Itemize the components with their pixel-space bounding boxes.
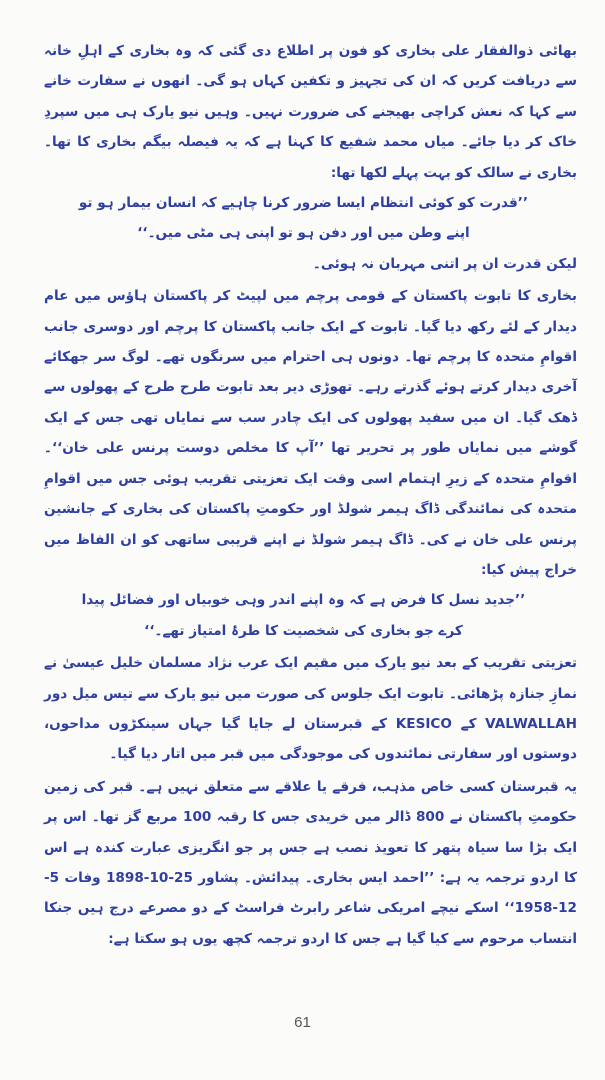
paragraph-funeral-arrangements: بھائی ذوالفقار علی بخاری کو فون پر اطلاع دی گئی کہ وہ بخاری کے اہلِ خانہ سے دریافت کریں کہ ان کی تجہیز و تکفین کہاں ہو گی۔ انھوں نے سفارت خانے سے کہا کہ نعش کراچی بھیجنے کی ضرورت نہیں۔ وہیں نیو یارک ہی میں سپردِ خاک کر دیا جائے۔ میاں محمد شفیع کا کہنا ہے کہ یہ فیصلہ بیگم بخاری کا تھا۔ بخاری نے سالک کو بہت پہلے لکھا تھا: — [44, 43, 577, 181]
quote-hammarskjold-tribute: ’’جدید نسل کا فرض ہے کہ وہ اپنے اندر وہی خوبیاں اور فضائل پیدا کرے جو بخاری کی شخصیت کا طرۂ امتیاز تھے۔‘‘ — [81, 592, 526, 639]
page-number: 61 — [294, 1014, 311, 1031]
quote-bukhari-letter: ’’قدرت کو کوئی انتظام ایسا ضرور کرنا چاہیے کہ انسان بیمار ہو تو اپنے وطن میں اور دفن ہو تو اپنی ہی مٹی میں۔‘‘ — [78, 195, 529, 242]
paragraph-fate: لیکن قدرت ان پر اتنی مہربان نہ ہوئی۔ — [312, 255, 577, 272]
paragraph-burial: تعزیتی تقریب کے بعد نیو یارک میں مقیم ایک عرب نژاد مسلمان خلیل عیسیٰ نے نمازِ جنازہ پڑھائی۔ تابوت ایک جلوس کی صورت میں نیو یارک سے تیس میل دور VALWALLAH کے KESICO کے قبرستان لے جایا گیا جہاں سینکڑوں مداحوں، دوستوں اور سفارتی نمائندوں کی موجودگی میں قبر میں اتار دیا گیا۔ — [44, 655, 577, 763]
paragraph-coffin-ceremony: بخاری کا تابوت پاکستان کے قومی پرچم میں لپیٹ کر پاکستان ہاؤس میں عام دیدار کے لئے رکھ دیا گیا۔ تابوت کے ایک جانب پاکستان کا پرچم اور دوسری جانب اقوامِ متحدہ کا پرچم تھا۔ دونوں ہی احترام میں سرنگوں تھے۔ لوگ سر جھکائے آخری دیدار کرتے ہوئے گذرتے رہے۔ تھوڑی دیر بعد تابوت طرح طرح کے پھولوں سے ڈھک گیا۔ ان میں سفید پھولوں کی ایک چادر سب سے نمایاں تھی جس کے ایک گوشے میں نمایاں طور پر تحریر تھا ’’آپ کا مخلص دوست پرنس علی خان‘‘۔ اقوامِ متحدہ کے زیرِ اہتمام اسی وقت ایک تعزیتی تقریب ہوئی جس میں اقوامِ متحدہ کی نمائندگی ڈاگ ہیمر شولڈ اور حکومتِ پاکستان کی بخاری کے جانشین پرنس علی خان نے کی۔ ڈاگ ہیمر شولڈ نے اپنے قریبی ساتھی کو ان الفاظ میں خراج پیش کیا: — [44, 288, 577, 578]
paragraph-cemetery: یہ قبرستان کسی خاص مذہب، فرقے یا علاقے سے متعلق نہیں ہے۔ قبر کی زمین حکومتِ پاکستان نے 800 ڈالر میں خریدی جس کا رقبہ 100 مربع گز تھا۔ اس پر ایک بڑا سا سیاہ پتھر کا تعویذ نصب ہے جس پر جو انگریزی عبارت کندہ ہے اس کا اردو ترجمہ یہ ہے: ’’احمد ایس بخاری۔ پیدائش۔ پشاور 25-10-1898 وفات 5-12-1958‘‘ اسکے نیچے امریکی شاعر رابرٹ فراسٹ کے دو مصرعے درج ہیں جنکا انتساب مرحوم سے کیا گیا ہے جس کا اردو ترجمہ کچھ یوں ہو سکتا ہے: — [44, 778, 577, 947]
page-body — [44, 36, 577, 954]
